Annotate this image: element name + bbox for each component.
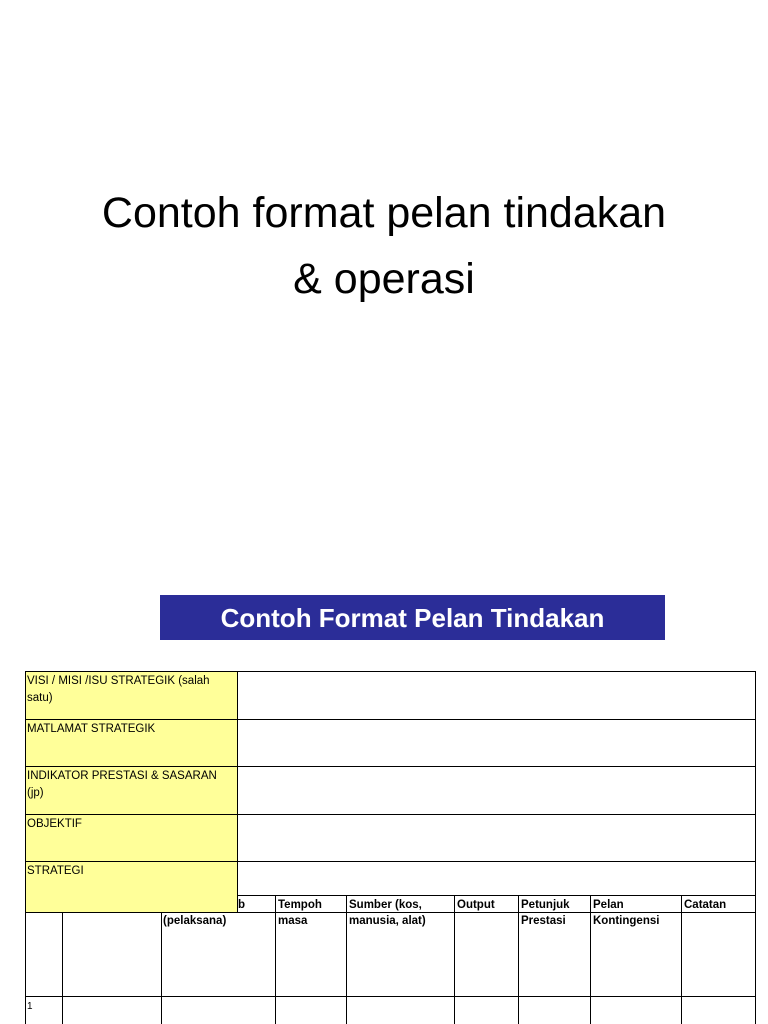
col-header-sumber-sub: manusia, alat) — [349, 915, 426, 927]
rule — [25, 912, 756, 913]
rule — [681, 895, 682, 1024]
rule — [25, 861, 756, 862]
rule — [25, 671, 26, 1024]
rule — [25, 996, 756, 997]
rule — [454, 895, 455, 1024]
field-matlamat[interactable] — [238, 720, 755, 767]
slide-title-line-2: & operasi — [293, 255, 475, 303]
field-strategi[interactable] — [238, 862, 755, 896]
rule — [518, 895, 519, 1024]
rule — [275, 895, 276, 1024]
label-visi-misi: VISI / MISI /ISU STRATEGIK (salah satu) — [25, 672, 238, 720]
col-header-petunjuk-sub: Prestasi — [521, 915, 566, 927]
rule — [25, 719, 756, 720]
slide-title-line-1: Contoh format pelan tindakan — [101, 189, 667, 237]
label-matlamat: MATLAMAT STRATEGIK — [25, 720, 238, 767]
rule — [346, 895, 347, 1024]
col-header-tempoh: Tempoh — [278, 899, 322, 911]
slide-title — [0, 180, 768, 312]
label-indikator: INDIKATOR PRESTASI & SASARAN (jp) — [25, 767, 238, 815]
col-header-pelaksana: (pelaksana) — [163, 915, 227, 927]
col-header-pelan-sub: Kontingensi — [593, 915, 660, 927]
field-visi-misi[interactable] — [238, 672, 755, 720]
col-header-output: Output — [457, 899, 495, 911]
col-header-catatan: Catatan — [684, 899, 727, 911]
rule — [25, 671, 756, 672]
rule — [755, 671, 756, 1024]
rule — [25, 814, 756, 815]
col-header-tempoh-sub: masa — [278, 915, 308, 927]
rule — [161, 912, 162, 1024]
field-objektif[interactable] — [238, 815, 755, 862]
label-strategi: STRATEGI — [25, 862, 238, 913]
field-indikator[interactable] — [238, 767, 755, 815]
col-header-sumber: Sumber (kos, — [349, 899, 422, 911]
section-banner: Contoh Format Pelan Tindakan — [160, 595, 665, 640]
col-header-pelan: Pelan — [593, 899, 624, 911]
row-number: 1 — [27, 1001, 33, 1012]
rule — [238, 895, 756, 896]
rule — [62, 912, 63, 1024]
rule — [590, 895, 591, 1024]
col-header-pelaksana-fragment: b — [238, 899, 246, 911]
col-header-petunjuk: Petunjuk — [521, 899, 570, 911]
label-objektif: OBJEKTIF — [25, 815, 238, 862]
rule — [237, 671, 238, 912]
rule — [25, 766, 756, 767]
